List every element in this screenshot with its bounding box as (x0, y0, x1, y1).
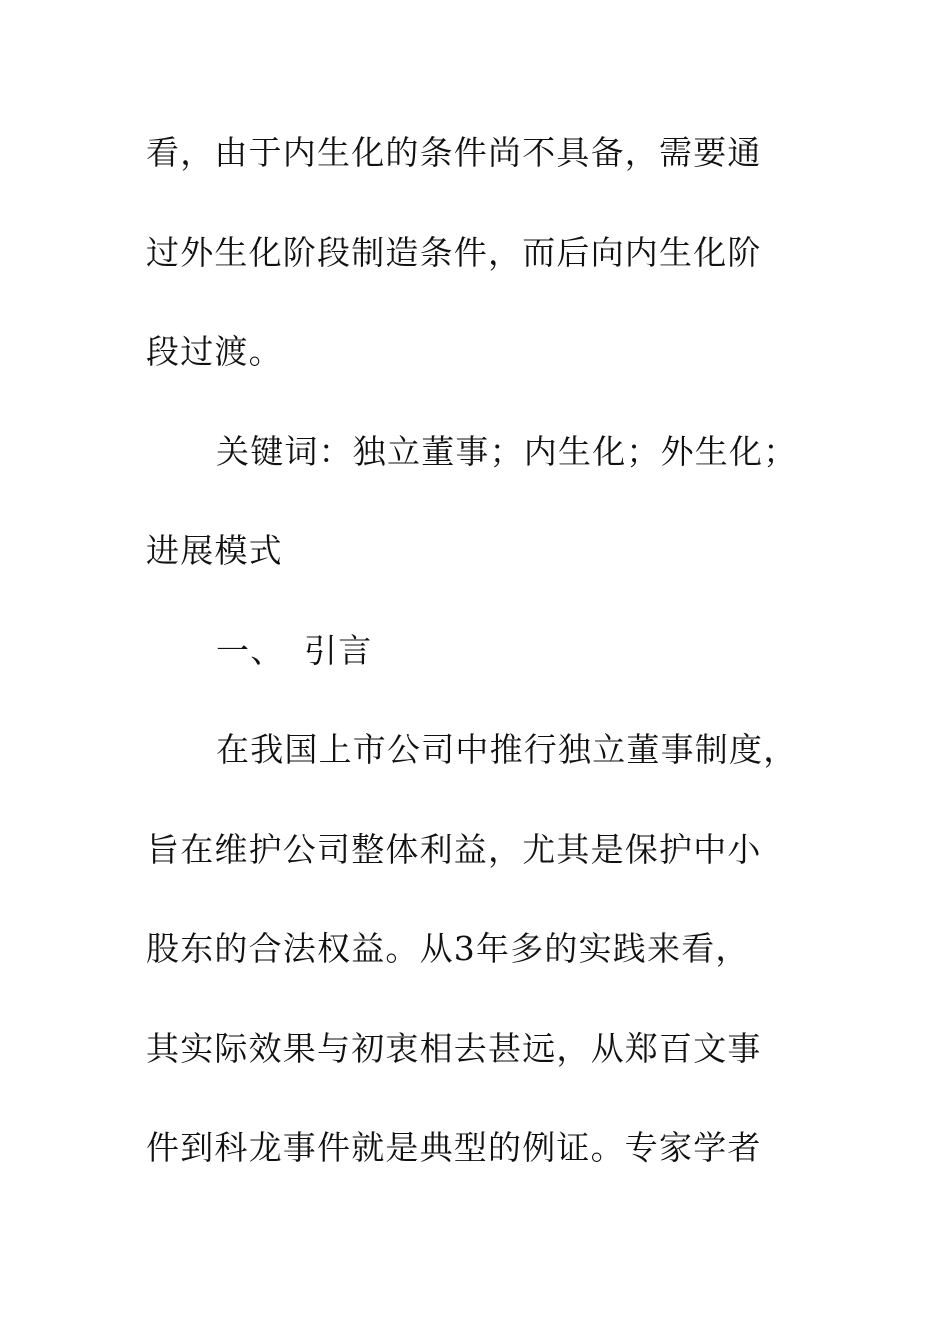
keywords-line: 关键词：独立董事；内生化；外生化； (216, 431, 798, 471)
paragraph-line: 件到科龙事件就是典型的例证。专家学者 (146, 1128, 762, 1167)
section-heading-number: 一、 (216, 630, 285, 670)
document-body (146, 120, 826, 1215)
paragraph-line: 其实际效果与初衷相去甚远，从郑百文事 (146, 1028, 762, 1068)
section-heading (146, 618, 826, 718)
section-heading-title: 引言 (304, 630, 373, 670)
keywords-line-continued: 进展模式 (146, 531, 283, 570)
paragraph-line: 过外生化阶段制造条件，而后向内生化阶 (146, 232, 762, 272)
paragraph-line: 旨在维护公司整体利益，尤其是保护中小 (146, 829, 762, 869)
paragraph-line: 看，由于内生化的条件尚不具备，需要通 (146, 133, 762, 172)
paragraph-line: 段过渡。 (146, 332, 283, 371)
paragraph-line: 股东的合法权益。从3年多的实践来看， (146, 929, 750, 968)
paragraph-line: 在我国上市公司中推行独立董事制度， (216, 730, 798, 769)
